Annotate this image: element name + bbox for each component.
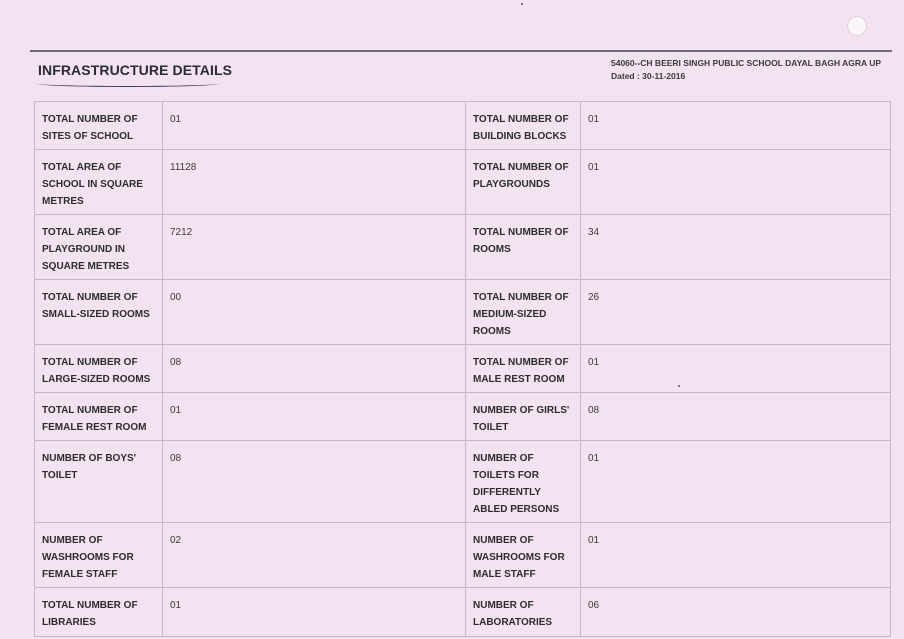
table-row [35,102,891,150]
row-label: NUMBER OF LABORATORIES [466,588,581,637]
page-title: INFRASTRUCTURE DETAILS [38,62,233,78]
school-info [611,57,881,83]
row-label: TOTAL NUMBER OF MEDIUM-SIZED ROOMS [466,280,581,345]
row-value: 06 [581,588,891,637]
table-row [35,345,891,393]
row-value: 00 [163,280,466,345]
row-value: 34 [581,215,891,280]
row-label: NUMBER OF TOILETS FOR DIFFERENTLY ABLED PERSONS [466,441,581,523]
row-value: 01 [163,102,466,150]
row-value: 11128 [163,150,466,215]
table-row [35,150,891,215]
row-value: 7212 [163,215,466,280]
punch-hole [847,16,867,36]
dated: Dated : 30-11-2016 [611,71,686,81]
table-row [35,441,891,523]
row-label: NUMBER OF BOYS' TOILET [35,441,163,523]
school-name: 54060--CH BEERI SINGH PUBLIC SCHOOL DAYAL BAGH AGRA UP [611,58,882,68]
table-row [35,393,891,441]
row-value: 01 [581,441,891,523]
row-label: TOTAL AREA OF SCHOOL IN SQUARE METRES [35,150,163,215]
table-row [35,280,891,345]
row-label: TOTAL NUMBER OF BUILDING BLOCKS [466,102,581,150]
row-label: TOTAL NUMBER OF SMALL-SIZED ROOMS [35,280,163,345]
row-label: TOTAL NUMBER OF SITES OF SCHOOL [35,102,163,150]
scan-speck [521,3,523,5]
table-row [35,523,891,588]
table-row [35,588,891,637]
row-label: TOTAL NUMBER OF FEMALE REST ROOM [35,393,163,441]
row-label: TOTAL NUMBER OF LARGE-SIZED ROOMS [35,345,163,393]
row-value: 01 [163,588,466,637]
row-label: TOTAL NUMBER OF PLAYGROUNDS [466,150,581,215]
row-value: 01 [163,393,466,441]
row-value: 08 [163,441,466,523]
row-value: 02 [163,523,466,588]
row-label: NUMBER OF WASHROOMS FOR FEMALE STAFF [35,523,163,588]
row-value: 08 [163,345,466,393]
title-underline [36,80,220,87]
row-value: 01 [581,102,891,150]
row-value: 01 [581,345,891,393]
row-value: 08 [581,393,891,441]
infrastructure-table [34,101,891,637]
row-label: TOTAL NUMBER OF MALE REST ROOM [466,345,581,393]
row-label: TOTAL NUMBER OF ROOMS [466,215,581,280]
row-value: 01 [581,150,891,215]
table-row [35,215,891,280]
row-label: TOTAL AREA OF PLAYGROUND IN SQUARE METRES [35,215,163,280]
row-label: NUMBER OF WASHROOMS FOR MALE STAFF [466,523,581,588]
row-value: 26 [581,280,891,345]
row-label: NUMBER OF GIRLS' TOILET [466,393,581,441]
row-value: 01 [581,523,891,588]
row-label: TOTAL NUMBER OF LIBRARIES [35,588,163,637]
top-rule [30,50,892,52]
